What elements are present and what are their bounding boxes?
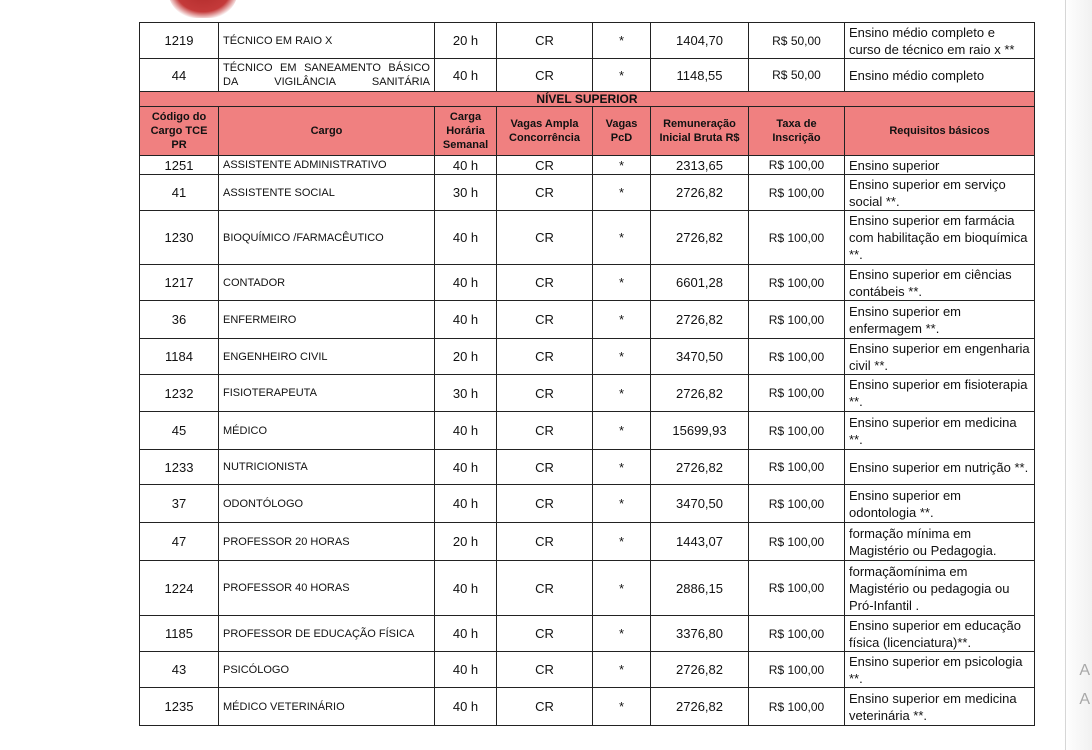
- table-row: [140, 175, 1035, 211]
- header-cargo: Cargo: [219, 107, 435, 156]
- cell-vagas: CR: [497, 523, 593, 561]
- cell-requisitos: Ensino superior: [845, 156, 1035, 175]
- cell-requisitos: Ensino superior em medicina veterinária **.: [845, 688, 1035, 726]
- column-header-row: [140, 107, 1035, 156]
- header-pcd: Vagas PcD: [593, 107, 651, 156]
- cell-remuneracao: 6601,28: [651, 265, 749, 301]
- cell-carga: 30 h: [435, 175, 497, 211]
- cell-carga: 40 h: [435, 450, 497, 485]
- cell-pcd: *: [593, 375, 651, 412]
- table-row: [140, 156, 1035, 175]
- cell-pcd: *: [593, 616, 651, 652]
- cell-vagas: CR: [497, 485, 593, 523]
- table-row: [140, 485, 1035, 523]
- cell-cargo: PROFESSOR 20 HORAS: [219, 523, 435, 561]
- cell-pcd: *: [593, 523, 651, 561]
- positions-table: [139, 22, 1035, 726]
- cell-code: 1217: [140, 265, 219, 301]
- cell-cargo: ENFERMEIRO: [219, 301, 435, 339]
- header-carga: Carga Horária Semanal: [435, 107, 497, 156]
- cell-cargo: PROFESSOR DE EDUCAÇÃO FÍSICA: [219, 616, 435, 652]
- cell-vagas: CR: [497, 156, 593, 175]
- cell-code: 1230: [140, 211, 219, 265]
- cell-code: 37: [140, 485, 219, 523]
- section-row: [140, 92, 1035, 107]
- section-header: [140, 92, 1035, 156]
- top-rows: [140, 23, 1035, 92]
- cell-taxa: R$ 100,00: [749, 688, 845, 726]
- cell-taxa: R$ 100,00: [749, 652, 845, 688]
- cell-remuneracao: 3470,50: [651, 485, 749, 523]
- cell-remuneracao: 1404,70: [651, 23, 749, 59]
- cell-requisitos: Ensino superior em odontologia **.: [845, 485, 1035, 523]
- cell-carga: 40 h: [435, 561, 497, 616]
- cell-taxa: R$ 100,00: [749, 265, 845, 301]
- cell-cargo: ASSISTENTE ADMINISTRATIVO: [219, 156, 435, 175]
- cell-vagas: CR: [497, 339, 593, 375]
- cell-carga: 40 h: [435, 156, 497, 175]
- cell-taxa: R$ 100,00: [749, 485, 845, 523]
- cell-taxa: R$ 100,00: [749, 450, 845, 485]
- table-row: [140, 652, 1035, 688]
- cell-vagas: CR: [497, 175, 593, 211]
- table-row: [140, 301, 1035, 339]
- cell-pcd: *: [593, 450, 651, 485]
- cell-requisitos: Ensino superior em farmácia com habilitação em bioquímica **.: [845, 211, 1035, 265]
- cell-remuneracao: 2726,82: [651, 175, 749, 211]
- table-row: [140, 412, 1035, 450]
- cell-cargo: PSICÓLOGO: [219, 652, 435, 688]
- cell-taxa: R$ 50,00: [749, 59, 845, 92]
- table-row: [140, 523, 1035, 561]
- edge-letter: A: [1079, 691, 1090, 708]
- header-remuneracao: Remuneração Inicial Bruta R$: [651, 107, 749, 156]
- cell-vagas: CR: [497, 211, 593, 265]
- cell-cargo: ASSISTENTE SOCIAL: [219, 175, 435, 211]
- cell-pcd: *: [593, 688, 651, 726]
- cell-requisitos: Ensino superior em serviço social **.: [845, 175, 1035, 211]
- header-code: Código do Cargo TCE PR: [140, 107, 219, 156]
- cell-taxa: R$ 100,00: [749, 156, 845, 175]
- cell-code: 41: [140, 175, 219, 211]
- cell-code: 43: [140, 652, 219, 688]
- cell-requisitos: formação mínima em Magistério ou Pedagogia.: [845, 523, 1035, 561]
- cell-vagas: CR: [497, 561, 593, 616]
- cell-remuneracao: 2726,82: [651, 450, 749, 485]
- edge-letter: A: [1079, 662, 1090, 679]
- cell-carga: 40 h: [435, 616, 497, 652]
- cell-remuneracao: 2726,82: [651, 211, 749, 265]
- cell-pcd: *: [593, 23, 651, 59]
- table-row: [140, 211, 1035, 265]
- cell-taxa: R$ 100,00: [749, 211, 845, 265]
- cell-remuneracao: 15699,93: [651, 412, 749, 450]
- cell-pcd: *: [593, 412, 651, 450]
- cell-requisitos: Ensino superior em educação física (licenciatura)**.: [845, 616, 1035, 652]
- cell-cargo: FISIOTERAPEUTA: [219, 375, 435, 412]
- cell-remuneracao: 2726,82: [651, 652, 749, 688]
- cell-pcd: *: [593, 59, 651, 92]
- cell-carga: 20 h: [435, 523, 497, 561]
- cell-taxa: R$ 50,00: [749, 23, 845, 59]
- cell-cargo: CONTADOR: [219, 265, 435, 301]
- cell-pcd: *: [593, 339, 651, 375]
- cell-cargo: MÉDICO VETERINÁRIO: [219, 688, 435, 726]
- table-row: [140, 450, 1035, 485]
- cell-vagas: CR: [497, 301, 593, 339]
- cell-remuneracao: 1148,55: [651, 59, 749, 92]
- cell-remuneracao: 3470,50: [651, 339, 749, 375]
- cell-code: 36: [140, 301, 219, 339]
- cell-pcd: *: [593, 211, 651, 265]
- cell-requisitos: Ensino superior em nutrição **.: [845, 450, 1035, 485]
- cell-taxa: R$ 100,00: [749, 175, 845, 211]
- cell-remuneracao: 1443,07: [651, 523, 749, 561]
- cell-cargo: TÉCNICO EM SANEAMENTO BÁSICO DA VIGILÂNCIA SANITÁRIA: [219, 59, 435, 92]
- cell-pcd: *: [593, 265, 651, 301]
- cell-code: 45: [140, 412, 219, 450]
- cell-vagas: CR: [497, 616, 593, 652]
- cell-cargo: BIOQUÍMICO /FARMACÊUTICO: [219, 211, 435, 265]
- cell-requisitos: Ensino superior em medicina **.: [845, 412, 1035, 450]
- cell-code: 47: [140, 523, 219, 561]
- cell-code: 1232: [140, 375, 219, 412]
- cell-vagas: CR: [497, 652, 593, 688]
- cell-carga: 40 h: [435, 265, 497, 301]
- cell-remuneracao: 2726,82: [651, 301, 749, 339]
- page-edge-shadow: [1064, 0, 1092, 750]
- cell-taxa: R$ 100,00: [749, 412, 845, 450]
- cell-remuneracao: 2726,82: [651, 688, 749, 726]
- main-rows: [140, 156, 1035, 726]
- cell-code: 1224: [140, 561, 219, 616]
- cell-requisitos: Ensino médio completo: [845, 59, 1035, 92]
- table-row: [140, 265, 1035, 301]
- cell-pcd: *: [593, 652, 651, 688]
- cell-pcd: *: [593, 156, 651, 175]
- cell-cargo: NUTRICIONISTA: [219, 450, 435, 485]
- cell-vagas: CR: [497, 450, 593, 485]
- cell-code: 44: [140, 59, 219, 92]
- cell-vagas: CR: [497, 59, 593, 92]
- cell-cargo: ODONTÓLOGO: [219, 485, 435, 523]
- table-row: [140, 616, 1035, 652]
- cell-pcd: *: [593, 485, 651, 523]
- cell-taxa: R$ 100,00: [749, 375, 845, 412]
- header-taxa: Taxa de Inscrição: [749, 107, 845, 156]
- cell-taxa: R$ 100,00: [749, 523, 845, 561]
- header-requisitos: Requisitos básicos: [845, 107, 1035, 156]
- cell-taxa: R$ 100,00: [749, 301, 845, 339]
- cell-remuneracao: 2886,15: [651, 561, 749, 616]
- cell-carga: 20 h: [435, 23, 497, 59]
- cell-pcd: *: [593, 301, 651, 339]
- cell-carga: 40 h: [435, 652, 497, 688]
- section-title: NÍVEL SUPERIOR: [140, 92, 1035, 107]
- cell-vagas: CR: [497, 23, 593, 59]
- cell-remuneracao: 3376,80: [651, 616, 749, 652]
- cell-code: 1235: [140, 688, 219, 726]
- cell-code: 1233: [140, 450, 219, 485]
- cell-pcd: *: [593, 175, 651, 211]
- page-edge-line: [1065, 0, 1066, 750]
- cell-pcd: *: [593, 561, 651, 616]
- cell-remuneracao: 2313,65: [651, 156, 749, 175]
- cell-code: 1185: [140, 616, 219, 652]
- table-row: [140, 375, 1035, 412]
- cell-vagas: CR: [497, 412, 593, 450]
- cell-requisitos: Ensino superior em fisioterapia **.: [845, 375, 1035, 412]
- cell-cargo: PROFESSOR 40 HORAS: [219, 561, 435, 616]
- cell-requisitos: Ensino médio completo e curso de técnico em raio x **: [845, 23, 1035, 59]
- table-row: [140, 561, 1035, 616]
- table-row: [140, 23, 1035, 59]
- cell-code: 1251: [140, 156, 219, 175]
- cell-taxa: R$ 100,00: [749, 561, 845, 616]
- cell-vagas: CR: [497, 375, 593, 412]
- cell-requisitos: Ensino superior em ciências contábeis **.: [845, 265, 1035, 301]
- header-vagas: Vagas Ampla Concorrência: [497, 107, 593, 156]
- cell-requisitos: Ensino superior em engenharia civil **.: [845, 339, 1035, 375]
- cell-carga: 30 h: [435, 375, 497, 412]
- cell-taxa: R$ 100,00: [749, 339, 845, 375]
- cell-vagas: CR: [497, 688, 593, 726]
- cell-carga: 40 h: [435, 412, 497, 450]
- cell-cargo: MÉDICO: [219, 412, 435, 450]
- cell-vagas: CR: [497, 265, 593, 301]
- table-row: [140, 59, 1035, 92]
- cell-code: 1219: [140, 23, 219, 59]
- cell-carga: 40 h: [435, 688, 497, 726]
- cell-cargo: TÉCNICO EM RAIO X: [219, 23, 435, 59]
- table-row: [140, 339, 1035, 375]
- cell-carga: 40 h: [435, 301, 497, 339]
- cell-cargo: ENGENHEIRO CIVIL: [219, 339, 435, 375]
- cell-code: 1184: [140, 339, 219, 375]
- cell-carga: 40 h: [435, 59, 497, 92]
- cell-carga: 20 h: [435, 339, 497, 375]
- coat-of-arms-fragment: [168, 0, 238, 18]
- cell-remuneracao: 2726,82: [651, 375, 749, 412]
- cell-carga: 40 h: [435, 211, 497, 265]
- cell-carga: 40 h: [435, 485, 497, 523]
- table-row: [140, 688, 1035, 726]
- cell-requisitos: Ensino superior em psicologia **.: [845, 652, 1035, 688]
- cell-taxa: R$ 100,00: [749, 616, 845, 652]
- cell-requisitos: Ensino superior em enfermagem **.: [845, 301, 1035, 339]
- cell-requisitos: formaçãomínima em Magistério ou pedagogia ou Pró-Infantil .: [845, 561, 1035, 616]
